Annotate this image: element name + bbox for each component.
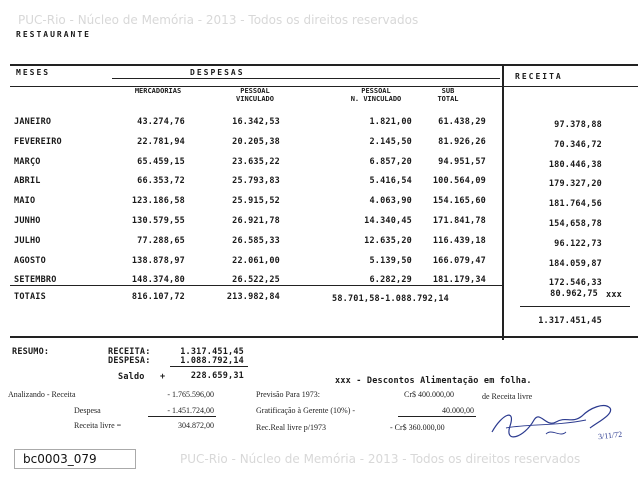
header-despesas: DESPESAS <box>190 68 245 77</box>
row-receita: 181.764,56 <box>548 199 602 209</box>
resumo-sum-rule <box>170 366 248 367</box>
row-pessoal-vinculado: 26.921,78 <box>232 216 280 226</box>
row-pessoal-vinculado: 22.061,00 <box>232 256 280 266</box>
row-mercadorias: 66.353,72 <box>137 176 185 186</box>
row-pessoal-vinculado: 25.793,83 <box>232 176 280 186</box>
despesas-underline <box>112 78 500 79</box>
row-pessoal-n-vinculado: 2.145,50 <box>369 137 412 147</box>
watermark-bottom: PUC-Rio - Núcleo de Memória - 2013 - Todos os direitos reservados <box>180 452 581 466</box>
table-bottom-rule <box>10 336 638 338</box>
row-month: JANEIRO <box>14 117 52 127</box>
resumo-saldo-value: 228.659,31 <box>190 371 244 381</box>
row-month: JULHO <box>14 236 41 246</box>
receita-livre-label: Receita livre = <box>74 421 122 430</box>
gratificacao-underline <box>398 416 476 417</box>
totais-mercadorias: 816.107,72 <box>131 292 185 302</box>
resumo-despesa-label: DESPESA: <box>108 356 151 366</box>
analisando-despesa-underline <box>148 416 216 417</box>
receita-grand-total: 1.317.451,45 <box>538 316 602 326</box>
previsao-label: Previsão Para 1973: <box>256 390 320 399</box>
row-pessoal-vinculado: 26.522,25 <box>232 275 280 285</box>
row-subtotal: 116.439,18 <box>432 236 486 246</box>
row-pessoal-n-vinculado: 5.139,50 <box>369 256 412 266</box>
row-pessoal-vinculado: 20.205,38 <box>232 137 280 147</box>
rec-real-value: - Cr$ 360.000,00 <box>390 423 445 432</box>
row-month: FEVEREIRO <box>14 137 62 147</box>
row-receita: 179.327,20 <box>548 179 602 189</box>
row-mercadorias: 148.374,80 <box>131 275 185 285</box>
totais-label: TOTAIS <box>14 292 46 302</box>
totais-pnv-subtotal: 58.701,58-1.088.792,14 <box>332 294 449 304</box>
receita-divider <box>502 64 504 340</box>
row-pessoal-vinculado: 16.342,53 <box>232 117 280 127</box>
row-mercadorias: 22.781,94 <box>137 137 185 147</box>
row-pessoal-n-vinculado: 1.821,00 <box>369 117 412 127</box>
row-mercadorias: 130.579,55 <box>131 216 185 226</box>
row-subtotal: 100.564,09 <box>432 176 486 186</box>
resumo-saldo-label: Saldo <box>118 372 145 382</box>
row-subtotal: 154.165,60 <box>432 196 486 206</box>
row-mercadorias: 43.274,76 <box>137 117 185 127</box>
table-top-rule <box>10 64 638 66</box>
previsao-suffix: de Receita livre <box>482 392 533 401</box>
header-pessoal-vinculado: PESSOAL VINCULADO <box>236 87 274 103</box>
resumo-note: xxx - Descontos Alimentação em folha. <box>335 376 532 386</box>
document-title: RESTAURANTE <box>16 30 91 39</box>
row-pessoal-vinculado: 26.585,33 <box>232 236 280 246</box>
receita-livre-value: 304.872,00 <box>178 421 214 430</box>
watermark-top: PUC-Rio - Núcleo de Memória - 2013 - Todos os direitos reservados <box>18 13 419 27</box>
row-pessoal-vinculado: 25.915,52 <box>232 196 280 206</box>
row-month: MAIO <box>14 196 36 206</box>
gratificacao-value: 40.000,00 <box>442 406 474 415</box>
analisando-receita-value: - 1.765.596,00 <box>167 390 214 399</box>
rec-real-label: Rec.Real livre p/1973 <box>256 423 326 432</box>
row-pessoal-n-vinculado: 14.340,45 <box>364 216 412 226</box>
row-pessoal-n-vinculado: 12.635,20 <box>364 236 412 246</box>
previsao-value: Cr$ 400.000,00 <box>404 390 454 399</box>
analisando-receita-label: Analizando - Receita <box>8 390 76 399</box>
row-mercadorias: 138.878,97 <box>131 256 185 266</box>
resumo-label: RESUMO: <box>12 347 50 357</box>
header-receita: RECEITA <box>515 72 563 81</box>
header-bottom-rule <box>10 86 638 87</box>
gratificacao-label: Gratificação à Gerente (10%) - <box>256 406 356 415</box>
row-month: AGOSTO <box>14 256 46 266</box>
row-month: MARÇO <box>14 157 41 167</box>
row-receita: 180.446,38 <box>548 160 602 170</box>
row-subtotal: 181.179,34 <box>432 275 486 285</box>
row-receita: 184.059,87 <box>548 259 602 269</box>
row-receita: 172.546,33 <box>548 278 602 288</box>
row-subtotal: 166.079,47 <box>432 256 486 266</box>
row-subtotal: 94.951,57 <box>438 157 486 167</box>
totais-top-rule <box>10 285 502 286</box>
row-mercadorias: 123.186,58 <box>131 196 185 206</box>
header-sub-total: SUB TOTAL <box>437 87 459 103</box>
receita-total-rule <box>520 306 630 307</box>
resumo-receita-label: RECEITA: <box>108 347 151 357</box>
row-subtotal: 81.926,26 <box>438 137 486 147</box>
header-mercadorias: MERCADORIAS <box>134 87 182 95</box>
totais-receita-mark: xxx <box>606 290 622 300</box>
header-pessoal-n-vinculado: PESSOAL N. VINCULADO <box>350 87 402 103</box>
signature-date: 3/11/72 <box>597 429 623 442</box>
row-receita: 96.122,73 <box>554 239 602 249</box>
analisando-despesa-label: Despesa <box>74 406 101 415</box>
row-pessoal-n-vinculado: 6.857,20 <box>369 157 412 167</box>
row-pessoal-n-vinculado: 6.282,29 <box>369 275 412 285</box>
document-id-label: bc0003_079 <box>14 449 136 469</box>
row-month: JUNHO <box>14 216 41 226</box>
row-month: SETEMBRO <box>14 275 57 285</box>
row-subtotal: 171.841,78 <box>432 216 486 226</box>
totais-pessoal-vinculado: 213.982,84 <box>226 292 280 302</box>
totais-receita: 80.962,75 <box>550 289 598 299</box>
row-receita: 70.346,72 <box>554 140 602 150</box>
row-mercadorias: 65.459,15 <box>137 157 185 167</box>
resumo-saldo-sign: + <box>160 372 166 382</box>
row-pessoal-vinculado: 23.635,22 <box>232 157 280 167</box>
row-month: ABRIL <box>14 176 41 186</box>
row-mercadorias: 77.288,65 <box>137 236 185 246</box>
row-receita: 154,658,78 <box>548 219 602 229</box>
analisando-despesa-value: - 1.451.724,00 <box>167 406 214 415</box>
header-meses: MESES <box>16 68 51 77</box>
row-pessoal-n-vinculado: 4.063,90 <box>369 196 412 206</box>
row-receita: 97.378,88 <box>554 120 602 130</box>
resumo-despesa-value: 1.088.792,14 <box>180 356 244 366</box>
resumo-receita-value: 1.317.451,45 <box>180 347 244 357</box>
row-subtotal: 61.438,29 <box>438 117 486 127</box>
row-pessoal-n-vinculado: 5.416,54 <box>369 176 412 186</box>
